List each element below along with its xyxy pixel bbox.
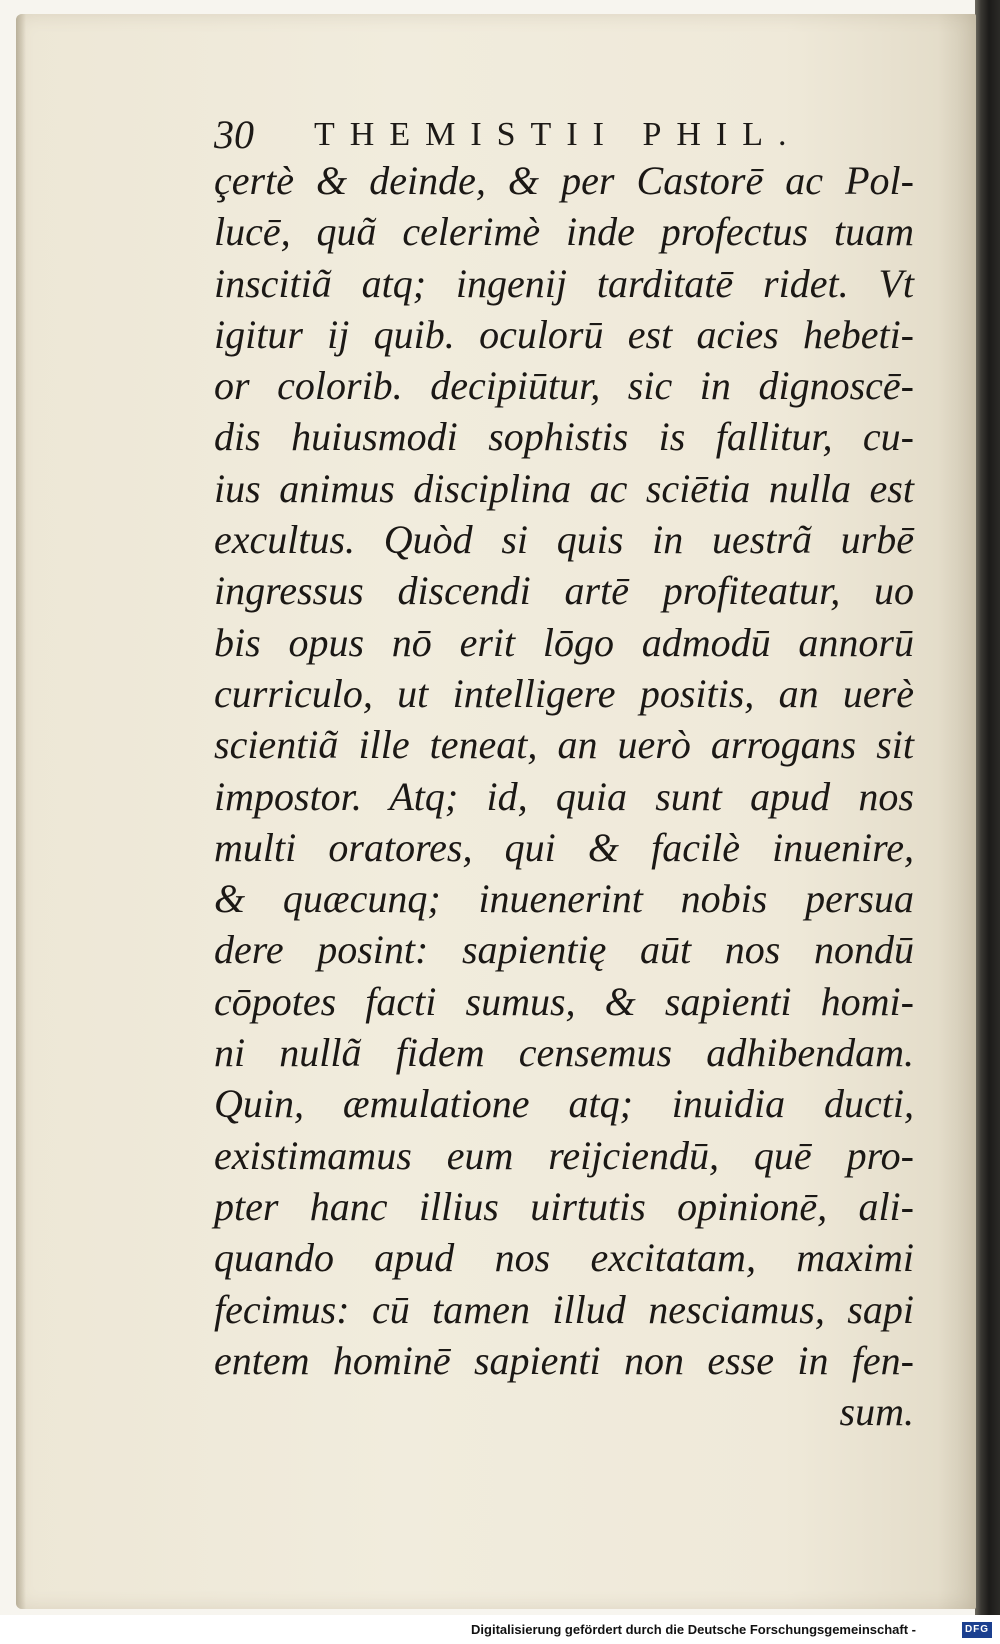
text-line: or colorib. decipiūtur, sic in dignoscē-	[214, 363, 914, 409]
text-line: bis opus nō erit lōgo admodū annorū	[214, 619, 914, 665]
text-line: curriculo, ut intelligere positis, an uerè	[214, 670, 914, 716]
text-line: cōpotes facti sumus, & sapienti homi-	[214, 978, 914, 1024]
text-line: pter hanc illius uirtutis opinionē, ali-	[214, 1183, 914, 1229]
text-line: dere posint: sapientię aūt nos nondū	[214, 927, 914, 973]
running-head: THEMISTII PHIL.	[314, 116, 802, 153]
page-number: 30	[214, 112, 254, 157]
text-line: quando apud nos excitatam, maximi	[214, 1235, 914, 1281]
text-line: entem hominē sapienti non esse in fen-	[214, 1337, 914, 1383]
text-line: fecimus: cū tamen illud nesciamus, sapi	[214, 1286, 914, 1332]
page-header	[214, 108, 814, 158]
text-line: sum.	[839, 1389, 914, 1435]
text-line: ius animus disciplina ac sciētia nulla est	[214, 465, 914, 511]
text-line: existimamus eum reijciendū, quē pro-	[214, 1132, 914, 1178]
text-line: & quæcunq; inuenerint nobis persua	[214, 876, 914, 922]
text-line: Quin, æmulatione atq; inuidia ducti,	[214, 1081, 914, 1127]
text-line: çertè & deinde, & per Castorē ac Pol-	[214, 158, 914, 203]
text-line: dis huiusmodi sophistis is fallitur, cu-	[214, 414, 914, 460]
text-line: lucē, quã celerimè inde profectus tuam	[214, 209, 914, 255]
text-line: excultus. Quòd si quis in uestrã urbē	[214, 517, 914, 563]
dfg-logo: DFG	[962, 1622, 992, 1638]
book-binding-edge	[975, 0, 1000, 1615]
funding-credit: Digitalisierung gefördert durch die Deutsche Forschungsgemeinschaft -	[471, 1622, 916, 1637]
body-text	[214, 155, 914, 1437]
text-line: impostor. Atq; id, quia sunt apud nos	[214, 773, 914, 819]
text-line: multi oratores, qui & facilè inuenire,	[214, 824, 914, 870]
text-line: inscitiã atq; ingenij tarditatē ridet. Vt	[214, 260, 914, 306]
text-line: ni nullã fidem censemus adhibendam.	[214, 1030, 914, 1076]
page-left-edge-shadow	[16, 14, 26, 1609]
text-line: igitur ij quib. oculorū est acies hebeti-	[214, 311, 914, 357]
text-line: ingressus discendi artē profiteatur, uo	[214, 568, 914, 614]
text-line: scientiã ille teneat, an uerò arrogans sit	[214, 722, 914, 768]
